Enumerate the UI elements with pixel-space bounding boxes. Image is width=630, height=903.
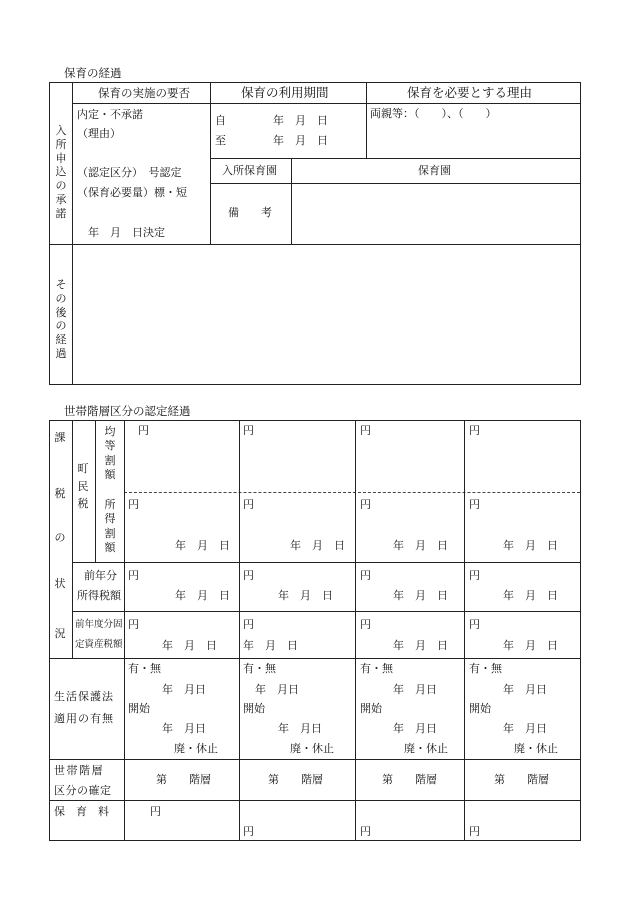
acceptance-side-label: 入所申込の承諾: [55, 124, 67, 220]
decided-date: 年 月 日決定: [88, 226, 165, 239]
col3-income-date: 年 月 日: [393, 539, 448, 552]
section1-title: 保育の経過: [64, 66, 122, 80]
period-to-date: 年 月 日: [273, 134, 328, 147]
col3-welfare-end: 廃・休止: [404, 742, 448, 755]
col2-income-yen: 円: [243, 498, 254, 511]
col1-prev-income-date: 年 月 日: [175, 589, 230, 602]
col3-prev-asset-yen: 円: [360, 618, 371, 631]
col3-fee-yen: 円: [360, 825, 371, 838]
col3-prev-income-date: 年 月 日: [393, 589, 448, 602]
col2-prev-asset-yen: 円: [243, 618, 254, 631]
prev-income-label-1: 前年分: [84, 569, 117, 582]
col1-equal-yen: 円: [138, 424, 149, 437]
col2-income-date: 年 月 日: [290, 539, 345, 552]
col4-welfare-date1: 年 月日: [503, 683, 547, 696]
period-from-date: 年 月 日: [273, 114, 328, 127]
town-tax-label: 町民税: [77, 462, 89, 511]
col2-tier-value: 第 階層: [268, 773, 323, 786]
col2-prev-income-yen: 円: [243, 569, 254, 582]
col4-income-date: 年 月 日: [503, 539, 558, 552]
facility-label: 入所保育園: [222, 164, 277, 177]
section2-title: 世帯階層区分の認定経過: [64, 404, 191, 418]
col4-prev-income-yen: 円: [469, 569, 480, 582]
remarks-label: 備 考: [228, 206, 272, 219]
col4-tier-value: 第 階層: [494, 773, 549, 786]
col2-prev-asset-date: 年 月 日: [243, 639, 298, 652]
col2-welfare-date2: 年 月日: [278, 722, 322, 735]
col1-welfare-start: 開始: [128, 702, 150, 715]
col2-welfare-date1: 年 月日: [255, 683, 299, 696]
col3-tier-value: 第 階層: [382, 773, 437, 786]
col4-prev-income-date: 年 月 日: [503, 589, 558, 602]
tier-label-2: 区分の確定: [54, 784, 112, 797]
col3-welfare-yesno: 有・無: [360, 662, 393, 675]
col2-welfare-start: 開始: [243, 702, 265, 715]
col2-prev-income-date: 年 月 日: [278, 589, 333, 602]
col4-income-yen: 円: [469, 498, 480, 511]
welfare-label-1: 生活保護法: [54, 690, 114, 703]
col1-prev-income-yen: 円: [128, 569, 139, 582]
col3-prev-asset-date: 年 月 日: [393, 639, 448, 652]
col3-equal-yen: 円: [360, 424, 371, 437]
equal-tax-label: 均等割額: [104, 425, 116, 481]
facility-suffix: 保育園: [418, 164, 451, 177]
col3-welfare-date2: 年 月日: [393, 722, 437, 735]
col3-prev-income-yen: 円: [360, 569, 371, 582]
col1-welfare-yesno: 有・無: [128, 662, 161, 675]
progress-side-label: その後の経過: [55, 278, 67, 360]
prev-asset-label-1: 前年度分固: [75, 619, 123, 630]
col4-welfare-start: 開始: [469, 702, 491, 715]
header-reason: 保育を必要とする理由: [407, 85, 533, 100]
col2-fee-yen: 円: [243, 825, 254, 838]
income-tax-label: 所得割額: [104, 498, 116, 554]
col1-income-yen: 円: [128, 498, 139, 511]
col4-prev-asset-yen: 円: [469, 618, 480, 631]
approval-text: 内定・不承諾: [77, 108, 143, 121]
category-text: （認定区分） 号認定: [77, 166, 182, 179]
col2-welfare-yesno: 有・無: [243, 662, 276, 675]
header-necessity: 保育の実施の要否: [98, 86, 190, 100]
reason-parents-text: 両親等：（ ）、（ ）: [370, 107, 497, 120]
col1-prev-asset-date: 年 月 日: [162, 639, 217, 652]
period-from-label: 自: [215, 114, 226, 127]
col1-welfare-end: 廃・休止: [174, 742, 218, 755]
col1-fee-yen: 円: [150, 805, 161, 818]
col3-welfare-date1: 年 月日: [393, 683, 437, 696]
header-period: 保育の利用期間: [241, 85, 329, 100]
reason-label: （理由）: [77, 127, 121, 140]
prev-asset-label-2: 定資産税額: [75, 639, 123, 650]
period-to-label: 至: [215, 134, 226, 147]
col2-welfare-end: 廃・休止: [290, 742, 334, 755]
col4-prev-asset-date: 年 月 日: [503, 639, 558, 652]
col4-welfare-end: 廃・休止: [514, 742, 558, 755]
col4-fee-yen: 円: [469, 825, 480, 838]
need-text: （保育必要量）標・短: [77, 186, 187, 199]
col2-equal-yen: 円: [243, 424, 254, 437]
col3-income-yen: 円: [360, 498, 371, 511]
col4-welfare-date2: 年 月日: [503, 722, 547, 735]
fee-label: 保 育 料: [54, 805, 109, 818]
col3-welfare-start: 開始: [360, 702, 382, 715]
prev-income-label-2: 所得税額: [77, 589, 121, 602]
col1-welfare-date1: 年 月日: [162, 683, 206, 696]
col1-income-date: 年 月 日: [175, 539, 230, 552]
col1-welfare-date2: 年 月日: [162, 722, 206, 735]
col4-welfare-yesno: 有・無: [469, 662, 502, 675]
col1-tier-value: 第 階層: [156, 773, 211, 786]
col1-prev-asset-yen: 円: [128, 618, 139, 631]
tier-label-1: 世帯階層: [54, 764, 104, 777]
col4-equal-yen: 円: [469, 424, 480, 437]
welfare-label-2: 適用の有無: [54, 712, 114, 725]
